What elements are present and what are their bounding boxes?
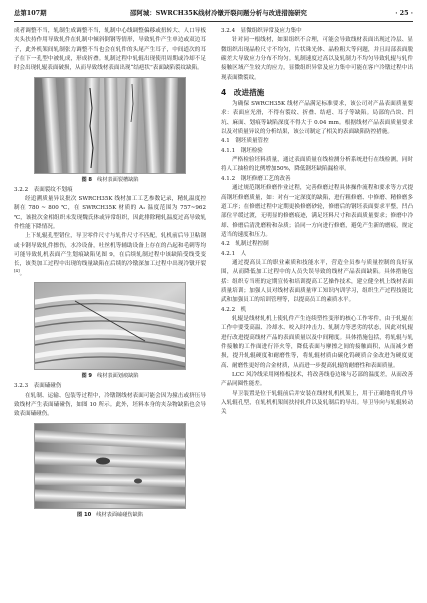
- figure-9-caption: [14, 370, 206, 382]
- paragraph: 成者调整不当，轧制生成调整不当，轧制中心线调整偏移或扭转大、人口导板夹头扶持作用导致轧件在轧制中倾斜倒钢等情形，导致轧件产生单边或双边耳子，此外机架间轧制张力调整不当也会在轧件的头尾产生耳子，中间道次的耳子在下一孔型中被轧成，形成折叠。轧制过程中轧辊出现使用周期或冷却不足时会出现轧辊表面破损，从而导致线材表面出现“结疤状”表面缺陷裂纹缺陷。: [14, 28, 206, 72]
- paragraph: 通过规范钢坯修磨作业过程，完善修磨过程具体操作流程和要求等方式提高钢坯修磨质量，如：对有一定深度的缺陷，进行粗修磨、中修磨、精修磨多道工序；在修磨过程中定期更换修磨砂轮，修磨后的钢坯表面要求平整，凹凸部位平缓过渡，无明显的修磨痕迹，满足坯料尺寸和表面质量要求；修磨中冷却、修磨后清洗磨粉和杂质；沿同一方向进行修磨，避免产生新的磨痕，规定适当的速度和压力。: [221, 185, 413, 238]
- wire-scratch-photo: [35, 283, 185, 369]
- right-column: [221, 27, 413, 418]
- paragraph: [14, 232, 206, 279]
- section-heading: 3.2.3 表面磕碰伤: [14, 383, 62, 390]
- paragraph: 通过提高员工的职业素质和技能水平，营造全员参与质量控制的良好氛围，从而降低加工过程中的人员失误导致的线材产品表面缺陷。具体措施包括：组织专当班的定期宣传和培训提高工艺操作技术，建立健全机上线材表面质量培训；加强人员对线材表面质量审工知识内训学习，组织生产过程技能比武和加强员工的培训管理等，以提高员工的素质水平。: [221, 259, 413, 304]
- paragraph: 为确保 SWRCH35K 线材产品满足标准要求，该公司对产品表面质量要求：表面应光滑，不得有裂纹、折叠、结疤、耳子等缺陷。局部的凸块、凹坑、麻面、划痕等缺陷深度不得大于 0.04 mm。根据线材产品表面质量要求以及对质量异议的分析结果，该公司制定了相关的表面缺陷防控措施。: [221, 101, 413, 136]
- subsection-heading: 4.2.2 机: [221, 306, 247, 313]
- section-heading: 4.1 钢坯质量管控: [221, 138, 269, 145]
- figure-10-caption: [14, 509, 206, 521]
- paragraph: 轧辊是线材轧机上使轧件产生连续塑性变形的核心工作零件，由于轧辊在工作中要受高温、冷却水、咬入时冲击力、轧制力等恶劣的状态，因此对轧辊进行改进提高线材产品的表面质量以及中间精度。具体措施包括，将轧辊与轧件接触的工作面进行淬火等，降低表面与摩擦之间的接触面积，从而减少磨损，提升轧辊硬度和耐磨性等，将轧辊材质由碳化钨硬质合金改进为硬度更高、耐磨性更好的合金材质，从而进一步提高轧辊的耐磨性和表面质量。: [221, 315, 413, 369]
- left-column: [14, 27, 206, 521]
- section-heading: 4.2 轧制过程控制: [221, 241, 269, 248]
- figure-number: 图 8: [81, 176, 93, 183]
- figure-10-image: [34, 423, 186, 509]
- section-heading-main: 4 改进措施: [221, 88, 265, 98]
- figure-8-image: [34, 77, 186, 174]
- paragraph-text: 上下轧辊孔型错位，导卫零件尺寸与轧件尺寸不匹配，轧机前后导卫粘钢或卡钢导致轧件擦伤，水冷设备，吐丝机等辅助设备上存在的凸起和毛刺等均可能导致轧机表面产生划痕缺陷见图 9，在后续轧制过程中该缺陷受线受变长，该类加工过程中出现的线量缺陷在后续的冷镦深加工过程中出现冷镦开裂: [14, 233, 206, 268]
- paragraph-end: 。: [19, 270, 26, 277]
- paragraph: 经追溯质量异议批次 SWRCH35K 线材加工工艺参数记录，精轧温度控制在 780 ~ 800 ℃，在 SWRCH35K 材质的 A₁ 温度范围为 757~962 ℃，该批次金相组织未发现魏氏体或异常组织，因此排除精轧温度过高导致轧件性能下降情况。: [14, 196, 206, 231]
- paragraph: 针对同一根线材，如果组织不合理，可能会导致线材表面出现过冷层、显微组织出现晶粒尺寸不均匀，片状珠光体、晶粒粗大等问题，并且局部表面脱碳差大导致应力分布不均匀。轧制速度过高以及轧制力不均匀导致轧辊与轧件接触区域产生较大的应力，显微组织异常及应力集中可能在客户冷镦过程中出现表面微裂纹。: [221, 37, 413, 81]
- paragraph: 导卫装置是位于轧辊前后并安装在线材轧机机架上，用于正确地将轧件导入轧辊孔型，在轧机机架间扶持轧件以及轧制后的导出。导卫导向与轧辊转动关: [221, 390, 413, 416]
- paragraph: 严格检验坯料质量，通过表面质量在线检测分析系统进行在线检测，同时将人工抽检的比例增加50%，降低钢坯缺陷漏检率。: [221, 157, 413, 173]
- issue-number: 总第107期: [14, 9, 47, 17]
- figure-title: 线材表面磕碰伤缺陷: [96, 511, 143, 518]
- subsection-heading: 4.1.1 钢坯检验: [221, 147, 263, 154]
- page-number: · 25 ·: [395, 9, 413, 17]
- figure-8-caption: [14, 174, 206, 186]
- subsection-heading: 4.2.1 人: [221, 250, 247, 257]
- figure-number: 图 9: [81, 373, 93, 380]
- paragraph: LCC 风冷线采用网格板技术，将改善线卷边缘与芯部的温度差，从而改善产品同圈性能差。: [221, 372, 413, 388]
- wire-surface-crack-photo: [35, 78, 185, 173]
- figure-number: 图 10: [77, 511, 92, 518]
- figure-title: 线材表面划痕缺陷: [97, 373, 139, 380]
- figure-9-image: [34, 282, 186, 370]
- subsection-heading: 4.1.2 钢坯修磨工艺的改善: [221, 175, 291, 182]
- header-rule: [14, 21, 413, 22]
- section-heading: 3.2.2 表面裂纹不划痕: [14, 186, 73, 193]
- section-heading: 3.2.4 显微组织异常及应力集中: [221, 28, 302, 34]
- paragraph: 在轧制、运输、包装等过程中，冷镦钢线材表面可能会因为撞击或挤压导致线材产生表面磕碰伤，如图 10 所示。此外，坯料本身的夹杂物缺陷也会导致表面磕碰伤。: [14, 392, 206, 418]
- wire-bump-damage-photo: [35, 424, 185, 508]
- figure-title: 线材表面裂槽缺陷: [97, 176, 139, 183]
- citation: [4]: [14, 267, 20, 273]
- running-title: 邵阿城：SWRCH35K线材冷镦开裂问题分析与改进措施研究: [130, 9, 307, 17]
